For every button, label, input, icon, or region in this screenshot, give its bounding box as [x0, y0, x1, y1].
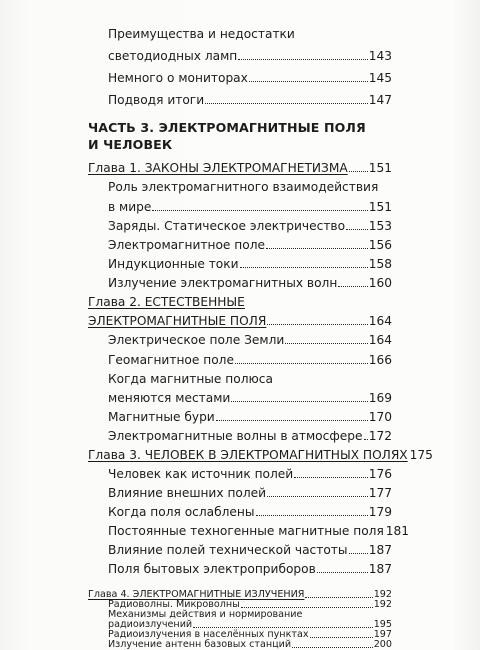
toc-entry-title: Геомагнитное поле [108, 353, 234, 367]
toc-entry [108, 327, 392, 347]
toc-entry [108, 43, 392, 63]
toc-entry [108, 366, 392, 386]
toc-entry [108, 213, 392, 233]
toc-chapter-title: Глава 1. ЗАКОНЫ ЭЛЕКТРОМАГНЕТИЗМА [88, 161, 348, 175]
toc-chapter-title: ЭЛЕКТРОМАГНИТНЫЕ ПОЛЯ [88, 314, 267, 328]
toc-entry [108, 423, 392, 443]
toc-entry [108, 194, 392, 214]
toc-entry-page: 192 [373, 599, 392, 610]
toc-entry [108, 251, 392, 271]
toc-entry-page: 172 [368, 429, 392, 443]
toc-entry-title: Немного о мониторах [108, 71, 248, 85]
toc-entry-page: 143 [368, 49, 392, 63]
toc-entry-page: 153 [368, 219, 392, 233]
toc-entry-title: Излучение антенн базовых станций [108, 639, 292, 650]
toc-leader-dots [241, 607, 373, 608]
toc-entry [108, 499, 392, 519]
toc-entry-page: 170 [368, 410, 392, 424]
toc-leader-dots [267, 324, 367, 325]
toc-entry-page: 192 [373, 589, 392, 600]
toc-leader-dots [364, 439, 368, 440]
toc-entry [108, 385, 392, 405]
toc-leader-dots [216, 420, 368, 421]
toc-chapter-entry [88, 155, 392, 175]
toc-entry [108, 232, 392, 252]
toc-entry-page: 151 [368, 161, 392, 175]
toc-entry [108, 518, 410, 538]
toc-entry-page: 179 [368, 505, 392, 519]
toc-entry-page: 166 [368, 353, 392, 367]
toc-leader-dots [292, 647, 373, 648]
toc-leader-dots [256, 515, 368, 516]
toc-entry-title: Влияние внешних полей [108, 486, 267, 500]
toc-leader-dots [346, 229, 368, 230]
toc-entry-page: 145 [368, 71, 392, 85]
toc-entry [108, 404, 392, 424]
toc-entry-title: Влияние полей технической частоты [108, 543, 348, 557]
toc-leader-dots [231, 401, 367, 402]
toc-entry [108, 347, 392, 367]
toc-entry-title: Электрическое поле Земли [108, 333, 285, 347]
toc-entry-page: 156 [368, 238, 392, 252]
toc-entry-page: 200 [373, 639, 392, 650]
toc-entry-page: 187 [368, 562, 392, 576]
toc-entry [108, 640, 392, 650]
toc-entry-page: 195 [373, 619, 392, 630]
toc-entry-page: 169 [368, 391, 392, 405]
toc-entry-title: Подводя итоги [108, 93, 205, 107]
toc-leader-dots [338, 286, 367, 287]
toc-entry [108, 537, 392, 557]
toc-entry [108, 21, 392, 41]
toc-entry-title: Человек как источник полей [108, 467, 294, 481]
toc-entry-title: Поля бытовых электроприборов [108, 562, 316, 576]
toc-leader-dots [238, 59, 367, 60]
toc-entry-title: радиоизлучений [108, 619, 193, 630]
toc-entry-title: Излучение электромагнитных волн [108, 276, 338, 290]
toc-entry [108, 556, 392, 576]
toc-entry [108, 480, 392, 500]
toc-leader-dots [266, 248, 368, 249]
toc-leader-dots [249, 81, 368, 82]
toc-leader-dots [349, 553, 368, 554]
toc-leader-dots [205, 103, 368, 104]
toc-chapter-entry [88, 442, 433, 462]
toc-entry-title: Радиоизлучения в населённых пунктах [108, 629, 309, 640]
toc-chapter-entry [88, 308, 392, 328]
toc-leader-dots [235, 363, 368, 364]
toc-entry [108, 87, 392, 107]
toc-leader-dots [310, 637, 373, 638]
toc-leader-dots [317, 572, 368, 573]
toc-entry-title: Электромагнитные волны в атмосфере [108, 429, 363, 443]
toc-entry [108, 174, 392, 194]
toc-entry-page: 177 [368, 486, 392, 500]
toc-entry-title: Роль электромагнитного взаимодействия [108, 180, 379, 194]
toc-entry-title: Электромагнитное поле [108, 238, 266, 252]
toc-entry-title: Когда поля ослаблены [108, 505, 255, 519]
part-title-line-2: И ЧЕЛОВЕК [88, 137, 173, 152]
toc-chapter-title: Глава 3. ЧЕЛОВЕК В ЭЛЕКТРОМАГНИТНЫХ ПОЛЯХ [88, 448, 408, 462]
toc-chapter-entry [88, 289, 392, 309]
toc-leader-dots [285, 343, 367, 344]
toc-leader-dots [193, 627, 373, 628]
toc-entry [108, 461, 392, 481]
toc-entry-page: 151 [368, 200, 392, 214]
toc-entry-page: 160 [368, 276, 392, 290]
toc-entry-page: 164 [368, 314, 392, 328]
toc-entry-title: Заряды. Статическое электричество [108, 219, 346, 233]
toc-entry-title: Индукционные токи [108, 257, 239, 271]
toc-leader-dots [305, 597, 372, 598]
toc-entry-title: Механизмы действия и нормирование [108, 609, 303, 620]
toc-entry-title: Преимущества и недостатки [108, 27, 295, 41]
toc-entry-title: Когда магнитные полюса [108, 372, 273, 386]
toc-entry-page: 164 [368, 333, 392, 347]
toc-entry-title: Постоянные техногенные магнитные поля [108, 524, 384, 538]
toc-entry-page: 181 [385, 524, 410, 538]
toc-entry-title: Радиоволны. Микроволны [108, 599, 240, 610]
toc-entry [108, 65, 392, 85]
toc-entry-page: 158 [368, 257, 392, 271]
toc-entry-page: 197 [373, 629, 392, 640]
toc-leader-dots [240, 267, 368, 268]
part-title-line-1: ЧАСТЬ 3. ЭЛЕКТРОМАГНИТНЫЕ ПОЛЯ [88, 120, 366, 135]
toc-entry [108, 270, 392, 290]
toc-entry-page: 176 [368, 467, 392, 481]
toc-entry-page: 187 [368, 543, 392, 557]
toc-leader-dots [152, 210, 367, 211]
toc-chapter-title: Глава 4. ЭЛЕКТРОМАГНИТНЫЕ ИЗЛУЧЕНИЯ [88, 589, 305, 600]
toc-entry-title: в мире [108, 200, 152, 214]
toc-leader-dots [349, 171, 368, 172]
toc-entry-page: 147 [368, 93, 392, 107]
toc-leader-dots [294, 477, 368, 478]
toc-entry-title: светодиодных ламп [108, 49, 238, 63]
toc-entry-page: 175 [409, 448, 433, 462]
toc-leader-dots [267, 496, 368, 497]
toc-entry-title: Магнитные бури [108, 410, 215, 424]
toc-entry-title: меняются местами [108, 391, 231, 405]
toc-chapter-title: Глава 2. ЕСТЕСТВЕННЫЕ [88, 295, 245, 309]
